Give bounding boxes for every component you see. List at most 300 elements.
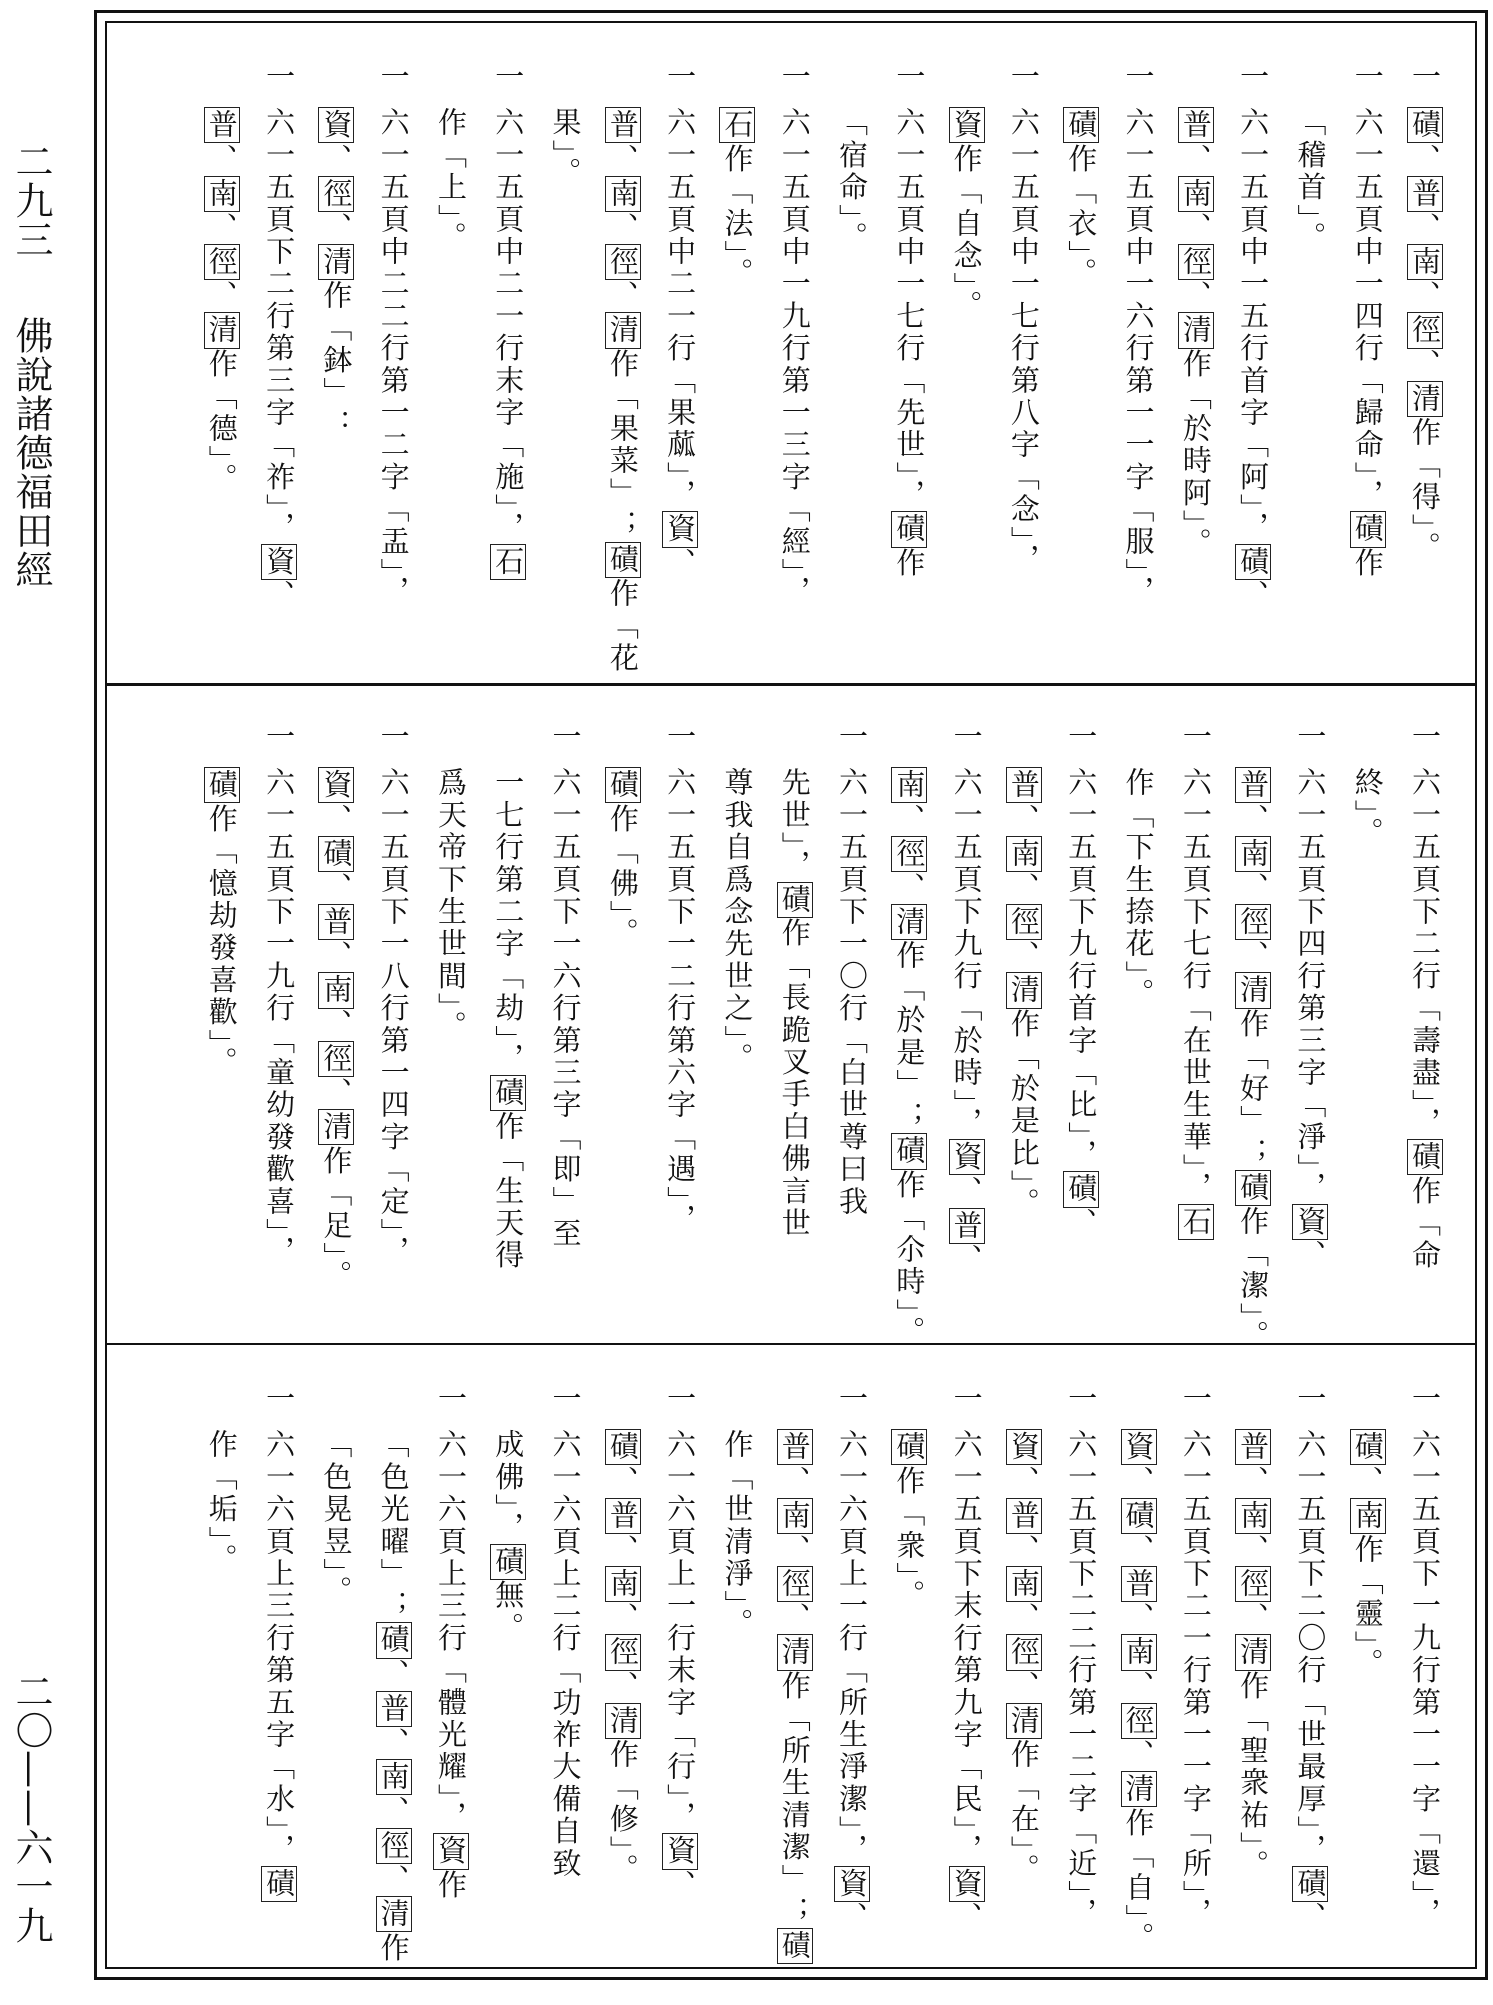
note-text: 作「於是」； [892,940,927,1134]
note-marker [708,61,765,93]
note-text: 作 [376,1932,411,1965]
witness-sigil: 南 [777,1499,812,1532]
witness-sigil: 普 [376,1692,411,1726]
note-marker [1052,61,1109,93]
witness-sigil: 普 [1006,1499,1041,1532]
note-text: 作「生天得 [491,1110,526,1272]
note-column [422,61,479,669]
note-text: 六一五頁中一九行第一三字「經」， [777,107,812,608]
witness-sigil: 清 [1121,1773,1156,1806]
witness-sigil: 清 [319,246,354,279]
note-text: 、 [605,280,640,313]
note-text: 作「聖衆祐」。 [1236,1670,1271,1882]
witness-sigil: 磧 [777,883,812,916]
note-text: 、 [949,1175,984,1208]
note-text: 六一五頁下一九行「童幼發歡喜」， [262,767,297,1268]
witness-sigil: 磧 [319,837,354,870]
note-column [1396,721,1453,1329]
note-column [1052,61,1109,669]
witness-sigil: 清 [777,1636,812,1669]
witness-sigil: 清 [204,314,239,347]
note-text: 果」。 [548,107,583,190]
witness-sigil: 磧 [1064,109,1099,142]
note-marker [1338,1383,1395,1415]
witness-sigil: 磧 [1350,513,1385,546]
witness-sigil: 磧 [491,1545,526,1578]
note-text: 六一五頁中一五行首字「阿」， [1236,107,1271,544]
witness-sigil: 普 [204,109,239,142]
note-marker: 一 [1293,721,1328,754]
note-column [250,721,307,1329]
note-column [1052,721,1109,1329]
witness-sigil: 資 [949,1867,984,1900]
witness-sigil: 普 [605,1499,640,1532]
note-text: 六一五頁下二一行第一一字「所」， [1178,1429,1213,1930]
note-text: 、 [663,547,698,580]
note-marker: 一 [1064,1383,1099,1416]
witness-sigil: 普 [1178,109,1213,142]
note-marker: 一 [491,61,526,94]
note-column [937,1383,994,1991]
lower-register [107,1343,1475,2005]
witness-sigil: 徑 [777,1568,812,1601]
note-column [422,1383,479,1991]
witness-sigil: 徑 [1178,246,1213,279]
note-text: 、 [1293,1239,1328,1272]
note-text: 、 [1178,280,1213,313]
note-column [1167,61,1224,669]
note-text: 成佛」， [491,1429,526,1544]
note-text: 、 [663,1869,698,1902]
witness-sigil: 資 [663,513,698,546]
note-text: 作 [1350,547,1385,580]
note-column [880,1383,937,1991]
note-marker [307,61,364,93]
note-text: 六一五頁下一九行第一一字「還」， [1408,1429,1442,1930]
note-text: 六一六頁上三行「體光耀」， [433,1429,468,1834]
witness-sigil: 清 [1178,314,1213,347]
witness-sigil: 磧 [1293,1867,1328,1900]
note-marker [1224,1383,1281,1415]
note-marker [765,721,822,753]
note-marker: 一 [663,721,698,754]
note-marker: 一 [663,1383,698,1416]
note-text: 六一五頁中一四行「歸命」， [1350,107,1385,512]
note-column [1224,61,1281,669]
witness-sigil: 普 [777,1431,812,1464]
note-column [1281,1383,1338,1991]
note-text: 、 [204,280,239,313]
note-column [765,1383,822,1991]
note-column [1224,721,1281,1353]
note-marker [307,721,364,753]
note-marker [594,721,651,753]
note-text: 六一五頁中一六行第一一字「服」， [1121,107,1156,608]
note-column [364,61,421,669]
note-text: 、 [1236,1533,1271,1567]
note-text: 「宿命」。 [835,107,870,254]
note-text: 作「上」。 [433,107,468,254]
witness-sigil: 清 [319,1111,354,1144]
note-text: 、 [1236,940,1271,973]
note-column [479,61,536,669]
note-text: 六一五頁下一二行第六字「遇」， [663,767,698,1236]
note-marker [937,61,994,93]
note-text: 、 [319,211,354,245]
note-marker [364,1383,421,1415]
note-marker: 一 [663,61,698,94]
note-text: 作「靈」。 [1350,1533,1385,1681]
witness-sigil: 徑 [204,246,239,279]
witness-sigil: 徑 [376,1829,411,1862]
page-number: 二〇——六一九 [9,1672,53,1945]
witness-sigil: 南 [1006,837,1041,870]
note-text: 作「花 [605,578,640,675]
note-column [1281,721,1338,1329]
note-text: 、 [605,211,640,245]
note-column [192,721,249,1329]
note-column [937,61,994,669]
note-text: 六一五頁中一七行「先世」， [892,107,927,512]
note-column [823,61,880,669]
note-text: 、 [1236,871,1271,905]
note-column [651,1383,708,1991]
volume-number: 二九三 [9,142,53,259]
note-marker: 一 [1293,1383,1328,1416]
note-marker [1224,721,1281,753]
witness-sigil: 磧 [1350,1431,1385,1464]
note-text: 、 [892,871,927,905]
note-column [1052,1383,1109,1991]
note-text: 、 [605,1602,640,1635]
witness-sigil: 南 [1350,1499,1385,1532]
witness-sigil: 普 [1006,769,1041,802]
note-marker: 一 [777,61,812,94]
witness-sigil: 南 [605,177,640,210]
note-text: 六一五頁下七行「在世生華」， [1178,767,1213,1204]
note-marker: 一 [262,61,297,94]
note-text: 作「於是比」。 [1006,1008,1041,1220]
note-marker: 一 [835,721,870,754]
note-text: 、 [262,579,297,612]
witness-sigil: 磧 [1064,1173,1099,1206]
witness-sigil: 清 [1408,382,1442,416]
witness-sigil: 清 [376,1898,411,1931]
note-text: 作「佛」。 [605,803,640,950]
note-marker: 一 [433,1383,468,1416]
note-text: 六一五頁下二〇行「世最厚」， [1293,1429,1328,1866]
note-column [708,1383,765,1991]
note-column [250,61,307,669]
note-column [1338,721,1395,1329]
note-column [536,1383,593,1991]
witness-sigil: 資 [663,1835,698,1868]
witness-sigil: 徑 [605,246,640,279]
note-text: 作「尒時」。 [892,1169,927,1349]
note-text: 、 [949,1901,984,1934]
note-text: 、 [1350,1465,1385,1498]
note-marker [1109,721,1166,753]
note-text: 作「自」。 [1121,1807,1156,1954]
witness-sigil: 徑 [319,1042,354,1076]
note-text: 作「好」； [1236,1008,1271,1170]
note-marker [880,721,937,753]
witness-sigil: 徑 [1006,906,1041,939]
note-text: 作「鉢」： [319,280,354,442]
note-marker [192,721,249,753]
note-text: 、 [1121,1670,1156,1703]
note-text: 作「世清淨」。 [720,1429,755,1641]
note-column [708,61,765,669]
note-text: 、 [204,211,239,245]
note-text: 「色光曜」； [376,1429,411,1623]
note-text: 、 [1178,143,1213,176]
note-column [880,721,937,1349]
note-text: 六一五頁下二行第三字「祚」， [262,107,297,544]
note-text: 、 [1121,1739,1156,1772]
note-marker [479,721,536,753]
note-marker: 一 [1350,61,1385,94]
witness-sigil: 南 [892,769,927,802]
note-text: 、 [319,803,354,836]
note-marker: 一 [376,61,411,94]
witness-sigil: 南 [1178,177,1213,210]
note-text: 「稽首」。 [1293,107,1328,254]
note-text: 、 [1064,1207,1099,1240]
witness-sigil: 磧 [892,1431,927,1464]
witness-sigil: 南 [1121,1636,1156,1669]
note-marker [422,61,479,93]
note-column [594,61,651,675]
note-column [1109,61,1166,669]
note-column [995,61,1052,669]
note-marker [422,721,479,753]
note-column [823,721,880,1329]
witness-sigil: 磧 [491,1076,526,1109]
witness-sigil: 磧 [892,513,927,546]
note-text: 、 [1236,579,1271,612]
note-marker: 一 [1006,61,1041,94]
note-text: 作「命 [1408,1175,1442,1272]
note-marker: 一 [1064,721,1099,754]
note-text: 作「在」。 [1006,1739,1041,1886]
note-marker [192,1383,249,1415]
note-text: 、 [1408,143,1442,176]
note-text: 六一五頁下末行第九字「民」， [949,1429,984,1866]
witness-sigil: 清 [605,1704,640,1738]
note-marker: 一 [1408,61,1442,94]
middle-register [107,683,1475,1353]
note-text: 作「得」。 [1408,417,1442,564]
note-column [422,721,479,1329]
witness-sigil: 普 [1121,1568,1156,1601]
page-frame [94,10,1488,1980]
note-marker: 一 [1178,1383,1213,1416]
witness-sigil: 資 [949,109,984,142]
witness-sigil: 清 [1006,1704,1041,1738]
witness-sigil: 普 [319,906,354,939]
note-text: 、 [1236,803,1271,836]
note-text: 作「潔」。 [1236,1205,1271,1353]
note-column [1224,1383,1281,1991]
witness-sigil: 徑 [1121,1704,1156,1738]
note-marker [479,1383,536,1415]
note-text: 六一五頁下四行第三字「淨」， [1293,767,1328,1204]
witness-sigil: 徑 [319,177,354,210]
note-text: 、 [605,1670,640,1703]
note-text: 、 [777,1533,812,1567]
note-column [651,721,708,1329]
witness-sigil: 磧 [376,1624,411,1657]
witness-sigil: 南 [1006,1568,1041,1601]
witness-sigil: 南 [1236,1499,1271,1532]
witness-sigil: 徑 [892,837,927,870]
note-text: 、 [1006,1602,1041,1635]
witness-sigil: 清 [1006,974,1041,1007]
note-text: 、 [777,1465,812,1498]
witness-sigil: 徑 [1236,906,1271,939]
note-text: 、 [1006,1533,1041,1567]
note-text: 作「修」。 [605,1739,640,1886]
witness-sigil: 石 [1178,1205,1213,1238]
witness-sigil: 南 [319,974,354,1007]
witness-sigil: 徑 [605,1636,640,1669]
witness-sigil: 磧 [1121,1499,1156,1532]
note-text: 六一六頁上一行「所生淨潔」， [835,1429,870,1866]
note-text: 終」。 [1350,767,1385,850]
note-text: 、 [1006,1670,1041,1703]
note-text: 六一五頁下一〇行「白世尊曰我 [835,767,870,1219]
witness-sigil: 磧 [1236,545,1271,578]
note-marker [995,721,1052,753]
witness-sigil: 資 [319,769,354,802]
note-text: 、 [835,1901,870,1934]
note-text: 先世」， [777,767,812,882]
note-column [823,1383,880,1991]
note-column [995,721,1052,1329]
note-marker [192,61,249,93]
note-text: 、 [1006,803,1041,836]
note-column [536,61,593,669]
witness-sigil: 磧 [777,1930,812,1963]
note-text: 六一五頁中二一行末字「施」， [491,107,526,544]
witness-sigil: 磧 [1236,1171,1271,1204]
note-text: 、 [1178,211,1213,245]
note-marker [765,1383,822,1415]
note-column [708,721,765,1329]
note-column [1281,61,1338,669]
note-column [250,1383,307,1991]
witness-sigil: 磧 [262,1867,297,1900]
note-text: 、 [1408,280,1442,313]
witness-sigil: 南 [605,1568,640,1601]
note-column [192,1383,249,1991]
note-marker: 一 [1236,61,1271,94]
note-text: 六一六頁上二行「功祚大備自致 [548,1429,583,1881]
note-text: 六一五頁下九行首字「比」， [1064,767,1099,1172]
note-column [651,61,708,669]
note-text: 六一六頁上三行第五字「水」， [262,1429,297,1866]
note-text: 作「果菜」； [605,348,640,542]
note-marker: 一 [892,61,927,94]
note-column [1109,1383,1166,1991]
witness-sigil: 南 [1236,837,1271,870]
lower-register-notes [192,1383,1453,1991]
note-marker: 一 [1408,721,1442,754]
note-marker [1109,1383,1166,1415]
witness-sigil: 磧 [204,769,239,802]
middle-register-notes [192,721,1453,1353]
note-text: 作「垢」。 [204,1429,239,1576]
note-column [364,721,421,1329]
note-text: 作「憶劫發喜歡」。 [204,803,239,1079]
witness-sigil: 石 [491,545,526,578]
note-column [364,1383,421,1991]
note-marker [1281,61,1338,93]
upper-register-notes [192,61,1453,675]
note-text: 、 [1006,871,1041,905]
note-text: 、 [1408,211,1442,245]
note-text: 六一六頁上一行末字「行」， [663,1429,698,1834]
note-text: 六一五頁下一八行第一四字「定」， [376,767,411,1268]
note-marker [1167,61,1224,93]
note-column [307,1383,364,1991]
note-column [1109,721,1166,1329]
note-marker: 一 [1178,721,1213,754]
note-marker: 一 [262,1383,297,1416]
witness-sigil: 磧 [605,543,640,577]
note-text: 、 [605,143,640,176]
note-text: 作「衣」。 [1064,143,1099,290]
witness-sigil: 南 [376,1761,411,1794]
note-marker: 一 [949,1383,984,1416]
witness-sigil: 徑 [1408,314,1442,347]
note-text: 、 [319,143,354,176]
note-column [1338,1383,1395,1991]
witness-sigil: 資 [1006,1431,1041,1464]
witness-sigil: 普 [949,1209,984,1242]
note-column [765,721,822,1329]
note-text: 尊我自爲念先世之」。 [720,767,755,1075]
note-text: 作「所生清潔」； [777,1670,812,1929]
note-text: 作「足」。 [319,1145,354,1292]
note-text: 、 [1408,348,1442,381]
witness-sigil: 磧 [605,769,640,802]
witness-sigil: 磧 [1408,109,1442,142]
note-text: 作 [892,547,927,580]
witness-sigil: 清 [892,906,927,939]
note-text: 作「長跪叉手白佛言世 [777,917,812,1240]
note-text: 、 [376,1863,411,1897]
note-column [307,721,364,1329]
note-column [479,1383,536,1991]
note-text: 作「自念」。 [949,143,984,323]
witness-sigil: 普 [1236,769,1271,802]
note-text: 、 [1121,1602,1156,1635]
witness-sigil: 資 [1293,1205,1328,1238]
witness-sigil: 南 [204,177,239,210]
note-text: 無。 [491,1579,526,1645]
note-column [307,61,364,669]
note-text: 、 [376,1658,411,1691]
note-marker [995,1383,1052,1415]
note-column [1396,1383,1453,1991]
note-marker: 一 [376,721,411,754]
note-text: 、 [605,1465,640,1498]
note-text: 、 [204,143,239,176]
note-text: 一七行第二字「劫」， [491,767,526,1075]
note-text: 、 [319,1077,354,1110]
